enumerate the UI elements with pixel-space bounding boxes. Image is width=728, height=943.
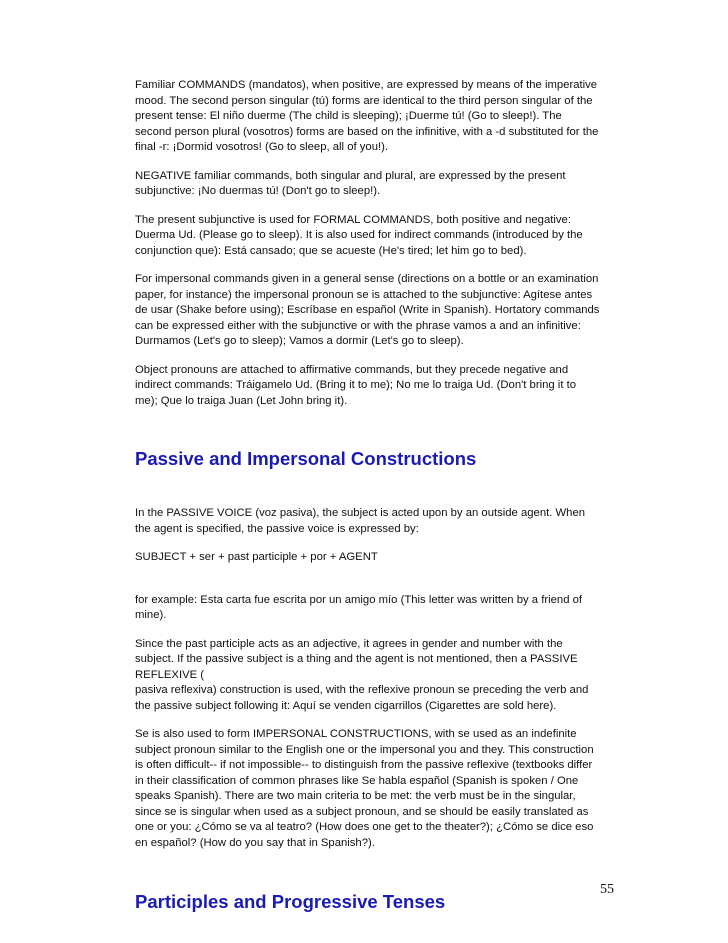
passive-formula: SUBJECT + ser + past participle + por + AGENT <box>135 551 378 563</box>
paragraph-formal-commands: The present subjunctive is used for FORMAL COMMANDS, both positive and negative: Duerma Ud. (Please go to sleep). It is also used for indirect commands (introduced by the conjunction que): Está cansado; que se acueste (He's tired; let him go to bed). <box>135 213 583 257</box>
heading-participles-progressive: Participles and Progressive Tenses <box>135 891 446 912</box>
paragraph-negative-commands: NEGATIVE familiar commands, both singular and plural, are expressed by the present subjunctive: ¡No duermas tú! (Don't go to sleep!). <box>135 169 566 197</box>
paragraph-passive-reflexive: Since the past participle acts as an adjective, it agrees in gender and number with the subject. If the passive subject is a thing and the agent is not mentioned, then a PASSIVE REFLEXIVE ( pasiva reflexiva) construction is used, with the reflexive pronoun se preceding the verb and the passive subject following it: Aquí se venden cigarrillos (Cigarettes are sold here). <box>135 637 589 712</box>
paragraph-passive-voice: In the PASSIVE VOICE (voz pasiva), the subject is acted upon by an outside agent. When the agent is specified, the passive voice is expressed by: <box>135 507 586 535</box>
heading-passive-impersonal: Passive and Impersonal Constructions <box>135 448 477 469</box>
paragraph-passive-example: for example: Esta carta fue escrita por un amigo mío (This letter was written by a friend of mine). <box>135 593 583 621</box>
paragraph-impersonal-commands: For impersonal commands given in a general sense (directions on a bottle or an examination paper, for instance) the impersonal pronoun se is attached to the subjunctive: Agítese antes de usar (Shake before using); Escríbase en español (Write in Spanish). Hortatory commands can be expressed either with the subjunctive or with the phrase vamos a and an infinitive: Durmamos (Let's go to sleep); Vamos a dormir (Let's go to sleep). <box>135 273 600 347</box>
page-content <box>135 78 635 913</box>
paragraph-familiar-commands: Familiar COMMANDS (mandatos), when positive, are expressed by means of the imperative mood. The second person singular (tú) forms are identical to the third person singular of the present tense: El niño duerme (The child is sleeping); ¡Duerme tú! (Go to sleep!). The second person plural (vosotros) forms are based on the infinitive, with a -d substituted for the final -r: ¡Dormid vosotros! (Go to sleep, all of you!). <box>135 79 599 153</box>
paragraph-impersonal-constructions: Se is also used to form IMPERSONAL CONSTRUCTIONS, with se used as an indefinite subject pronoun similar to the English one or the impersonal you and they. This construction is often difficult-- if not impossible-- to distinguish from the passive reflexive (textbooks differ in their classification of common phrases like Se habla español (Spanish is spoken / One speaks Spanish). There are two main criteria to be met: the verb must be in the singular, since se is singular when used as a subject pronoun, and se should be easily translated as one or you: ¿Cómo se va al teatro? (How does one get to the theater?); ¿Cómo se dice eso en español? (How do you say that in Spanish?). <box>135 728 594 849</box>
page-number: 55 <box>600 882 614 897</box>
paragraph-object-pronouns: Object pronouns are attached to affirmative commands, but they precede negative and indirect commands: Tráigamelo Ud. (Bring it to me); No me lo traiga Ud. (Don't bring it to me); Que lo traiga Juan (Let John bring it). <box>135 363 577 407</box>
